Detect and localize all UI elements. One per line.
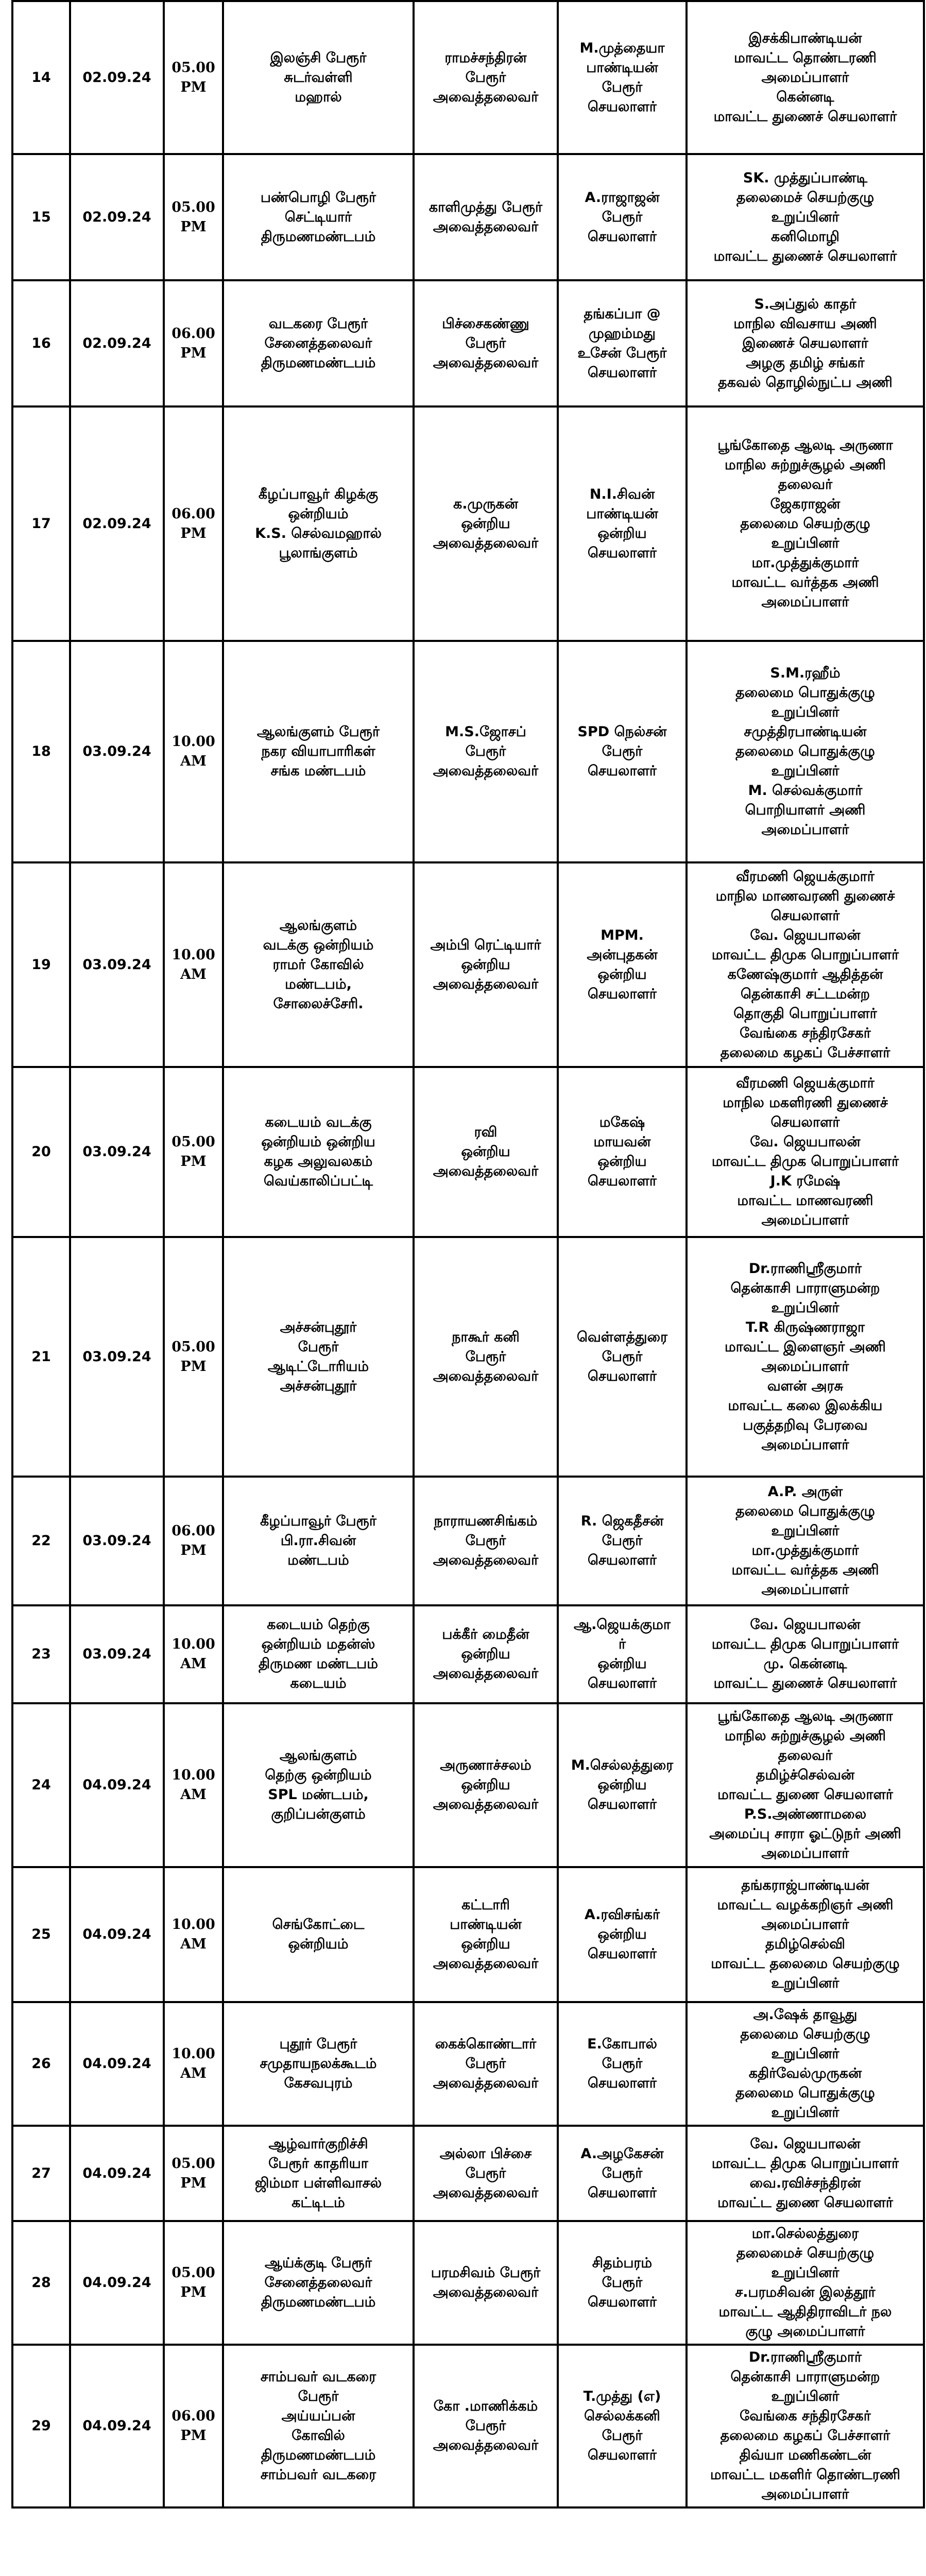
serial-number-cell: 17 <box>12 406 70 641</box>
secretary-cell: T.முத்து (எ) செல்லக்கனி பேரூர் செயலாளர் <box>558 2345 687 2507</box>
date-cell: 03.09.24 <box>70 641 164 862</box>
document-page <box>11 0 923 2576</box>
table-row <box>12 1067 924 1237</box>
table-row <box>12 1605 924 1703</box>
chairperson-cell: கைக்கொண்டார் பேரூர் அவைத்தலைவர் <box>414 2002 558 2126</box>
chairperson-cell: அருணாச்சலம் ஒன்றிய அவைத்தலைவர் <box>414 1703 558 1867</box>
time-cell: 10.00 AM <box>164 1703 223 1867</box>
time-cell: 10.00 AM <box>164 1605 223 1703</box>
participants-cell: மா.செல்லத்துரை தலைமைச் செயற்குழு உறுப்பினர் ச.பரமசிவன் இலத்தூர் மாவட்ட ஆதிதிராவிடர் நல குழு அமைப்பாளர் <box>687 2221 924 2345</box>
participants-cell: S.அப்துல் காதர் மாநில விவசாய அணி இணைச் செயலாளர் அழகு தமிழ் சங்கர் தகவல் தொழில்நுட்ப அணி <box>687 280 924 406</box>
secretary-cell: M.செல்லத்துரை ஒன்றிய செயலாளர் <box>558 1703 687 1867</box>
serial-number-cell: 27 <box>12 2126 70 2221</box>
table-row <box>12 406 924 641</box>
secretary-cell: N.I.சிவன் பாண்டியன் ஒன்றிய செயலாளர் <box>558 406 687 641</box>
table-row <box>12 1237 924 1477</box>
time-cell: 05.00 PM <box>164 1067 223 1237</box>
serial-number-cell: 29 <box>12 2345 70 2507</box>
date-cell: 03.09.24 <box>70 862 164 1067</box>
table-row <box>12 2345 924 2507</box>
date-cell: 03.09.24 <box>70 1477 164 1605</box>
serial-number-cell: 24 <box>12 1703 70 1867</box>
table-body <box>12 1 924 2507</box>
serial-number-cell: 28 <box>12 2221 70 2345</box>
time-cell: 05.00 PM <box>164 2221 223 2345</box>
date-cell: 04.09.24 <box>70 2345 164 2507</box>
chairperson-cell: பிச்சைகண்ணு பேரூர் அவைத்தலைவர் <box>414 280 558 406</box>
date-cell: 02.09.24 <box>70 1 164 154</box>
chairperson-cell: பக்கீர் மைதீன் ஒன்றிய அவைத்தலைவர் <box>414 1605 558 1703</box>
chairperson-cell: நாராயணசிங்கம் பேரூர் அவைத்தலைவர் <box>414 1477 558 1605</box>
chairperson-cell: நாகூர் கனி பேரூர் அவைத்தலைவர் <box>414 1237 558 1477</box>
date-cell: 04.09.24 <box>70 2002 164 2126</box>
secretary-cell: A.ராஜாஜன் பேரூர் செயலாளர் <box>558 154 687 280</box>
time-cell: 06.00 PM <box>164 280 223 406</box>
chairperson-cell: கட்டாரி பாண்டியன் ஒன்றிய அவைத்தலைவர் <box>414 1867 558 2002</box>
venue-cell: பண்பொழி பேரூர் செட்டியார் திருமணமண்டபம் <box>223 154 414 280</box>
venue-cell: கடையம் வடக்கு ஒன்றியம் ஒன்றிய கழக அலுவலகம் வெய்காலிப்பட்டி <box>223 1067 414 1237</box>
date-cell: 04.09.24 <box>70 2126 164 2221</box>
table-row <box>12 1703 924 1867</box>
chairperson-cell: ரவி ஒன்றிய அவைத்தலைவர் <box>414 1067 558 1237</box>
chairperson-cell: அம்பி ரெட்டியார் ஒன்றிய அவைத்தலைவர் <box>414 862 558 1067</box>
participants-cell: வே. ஜெயபாலன் மாவட்ட திமுக பொறுப்பாளர் மு. கென்னடி மாவட்ட துணைச் செயலாளர் <box>687 1605 924 1703</box>
time-cell: 05.00 PM <box>164 1237 223 1477</box>
date-cell: 03.09.24 <box>70 1605 164 1703</box>
secretary-cell: R. ஜெகதீசன் பேரூர் செயலாளர் <box>558 1477 687 1605</box>
table-row <box>12 2126 924 2221</box>
date-cell: 03.09.24 <box>70 1067 164 1237</box>
serial-number-cell: 19 <box>12 862 70 1067</box>
participants-cell: A.P. அருள் தலைமை பொதுக்குழு உறுப்பினர் மா.முத்துக்குமார் மாவட்ட வர்த்தக அணி அமைப்பாளர் <box>687 1477 924 1605</box>
serial-number-cell: 23 <box>12 1605 70 1703</box>
venue-cell: கீழப்பாவூர் கிழக்கு ஒன்றியம் K.S. செல்வமஹால் பூலாங்குளம் <box>223 406 414 641</box>
participants-cell: வே. ஜெயபாலன் மாவட்ட திமுக பொறுப்பாளர் வை.ரவிச்சந்திரன் மாவட்ட துணை செயலாளர் <box>687 2126 924 2221</box>
serial-number-cell: 21 <box>12 1237 70 1477</box>
venue-cell: கடையம் தெற்கு ஒன்றியம் மதன்ஸ் திருமண மண்டபம் கடையம் <box>223 1605 414 1703</box>
serial-number-cell: 22 <box>12 1477 70 1605</box>
secretary-cell: E.கோபால் பேரூர் செயலாளர் <box>558 2002 687 2126</box>
chairperson-cell: காளிமுத்து பேரூர் அவைத்தலைவர் <box>414 154 558 280</box>
secretary-cell: M.முத்தையா பாண்டியன் பேரூர் செயலாளர் <box>558 1 687 154</box>
participants-cell: வீரமணி ஜெயக்குமார் மாநில மகளிரணி துணைச் செயலாளர் வே. ஜெயபாலன் மாவட்ட திமுக பொறுப்பாளர் J.K ரமேஷ் மாவட்ட மாணவரணி அமைப்பாளர் <box>687 1067 924 1237</box>
venue-cell: கீழப்பாவூர் பேரூர் பி.ரா.சிவன் மண்டபம் <box>223 1477 414 1605</box>
participants-cell: வீரமணி ஜெயக்குமார் மாநில மாணவரணி துணைச் செயலாளர் வே. ஜெயபாலன் மாவட்ட திமுக பொறுப்பாளர் கணேஷ்குமார் ஆதித்தன் தென்காசி சட்டமன்ற தொகுதி பொறுப்பாளர் வேங்கை சந்திரசேகர் தலைமை கழகப் பேச்சாளர் <box>687 862 924 1067</box>
table-row <box>12 280 924 406</box>
time-cell: 10.00 AM <box>164 641 223 862</box>
secretary-cell: A.ரவிசங்கர் ஒன்றிய செயலாளர் <box>558 1867 687 2002</box>
time-cell: 05.00 PM <box>164 154 223 280</box>
venue-cell: ஆலங்குளம் வடக்கு ஒன்றியம் ராமர் கோவில் மண்டபம், சோலைச்சேரி. <box>223 862 414 1067</box>
participants-cell: பூங்கோதை ஆலடி அருணா மாநில சுற்றுச்சூழல் அணி தலைவர் ஜேகராஜன் தலைமை செயற்குழு உறுப்பினர் மா.முத்துக்குமார் மாவட்ட வர்த்தக அணி அமைப்பாளர் <box>687 406 924 641</box>
chairperson-cell: அல்லா பிச்சை பேரூர் அவைத்தலைவர் <box>414 2126 558 2221</box>
table-row <box>12 2002 924 2126</box>
serial-number-cell: 18 <box>12 641 70 862</box>
table-row <box>12 1867 924 2002</box>
serial-number-cell: 20 <box>12 1067 70 1237</box>
time-cell: 06.00 PM <box>164 2345 223 2507</box>
venue-cell: அச்சன்புதூர் பேரூர் ஆடிட்டோரியம் அச்சன்புதூர் <box>223 1237 414 1477</box>
serial-number-cell: 15 <box>12 154 70 280</box>
serial-number-cell: 25 <box>12 1867 70 2002</box>
secretary-cell: A.அழகேசன் பேரூர் செயலாளர் <box>558 2126 687 2221</box>
participants-cell: S.M.ரஹீம் தலைமை பொதுக்குழு உறுப்பினர் சமுத்திரபாண்டியன் தலைமை பொதுக்குழு உறுப்பினர் M. செல்வக்குமார் பொறியாளர் அணி அமைப்பாளர் <box>687 641 924 862</box>
venue-cell: செங்கோட்டை ஒன்றியம் <box>223 1867 414 2002</box>
table-row <box>12 1 924 154</box>
secretary-cell: மகேஷ் மாயவன் ஒன்றிய செயலாளர் <box>558 1067 687 1237</box>
chairperson-cell: க.முருகன் ஒன்றிய அவைத்தலைவர் <box>414 406 558 641</box>
table-row <box>12 641 924 862</box>
date-cell: 02.09.24 <box>70 154 164 280</box>
date-cell: 04.09.24 <box>70 1703 164 1867</box>
serial-number-cell: 16 <box>12 280 70 406</box>
serial-number-cell: 14 <box>12 1 70 154</box>
table-row <box>12 2221 924 2345</box>
secretary-cell: வெள்ளத்துரை பேரூர் செயலாளர் <box>558 1237 687 1477</box>
participants-cell: SK. முத்துப்பாண்டி தலைமைச் செயற்குழு உறுப்பினர் கனிமொழி மாவட்ட துணைச் செயலாளர் <box>687 154 924 280</box>
time-cell: 10.00 AM <box>164 2002 223 2126</box>
date-cell: 04.09.24 <box>70 2221 164 2345</box>
venue-cell: சாம்பவர் வடகரை பேரூர் அய்யப்பன் கோவில் திருமணமண்டபம் சாம்பவர் வடகரை <box>223 2345 414 2507</box>
secretary-cell: SPD நெல்சன் பேரூர் செயலாளர் <box>558 641 687 862</box>
participants-cell: Dr.ராணிஸ்ரீகுமார் தென்காசி பாராளுமன்ற உறுப்பினர் வேங்கை சந்திரசேகர் தலைமை கழகப் பேச்சாளர் திவ்யா மணிகண்டன் மாவட்ட மகளிர் தொண்டரணி அமைப்பாளர் <box>687 2345 924 2507</box>
date-cell: 02.09.24 <box>70 406 164 641</box>
secretary-cell: MPM. அன்புதகன் ஒன்றிய செயலாளர் <box>558 862 687 1067</box>
date-cell: 03.09.24 <box>70 1237 164 1477</box>
table-row <box>12 862 924 1067</box>
table-row <box>12 1477 924 1605</box>
venue-cell: ஆலங்குளம் பேரூர் நகர வியாபாரிகள் சங்க மண்டபம் <box>223 641 414 862</box>
secretary-cell: தங்கப்பா @ முஹம்மது உசேன் பேரூர் செயலாளர் <box>558 280 687 406</box>
venue-cell: ஆய்க்குடி பேரூர் சேனைத்தலைவர் திருமணமண்டபம் <box>223 2221 414 2345</box>
serial-number-cell: 26 <box>12 2002 70 2126</box>
secretary-cell: சிதம்பரம் பேரூர் செயலாளர் <box>558 2221 687 2345</box>
venue-cell: புதூர் பேரூர் சமுதாயநலக்கூடம் கேசவபுரம் <box>223 2002 414 2126</box>
chairperson-cell: ராமச்சந்திரன் பேரூர் அவைத்தலைவர் <box>414 1 558 154</box>
meeting-schedule-table <box>11 0 925 2509</box>
venue-cell: ஆழ்வார்குறிச்சி பேரூர் காதரியா ஜிம்மா பள்ளிவாசல் கட்டிடம் <box>223 2126 414 2221</box>
venue-cell: ஆலங்குளம் தெற்கு ஒன்றியம் SPL மண்டபம், குறிப்பன்குளம் <box>223 1703 414 1867</box>
date-cell: 02.09.24 <box>70 280 164 406</box>
participants-cell: அ.ஷேக் தாவூது தலைமை செயற்குழு உறுப்பினர் கதிர்வேல்முருகன் தலைமை பொதுக்குழு உறுப்பினர் <box>687 2002 924 2126</box>
time-cell: 05.00 PM <box>164 1 223 154</box>
participants-cell: Dr.ராணிஸ்ரீகுமார் தென்காசி பாராளுமன்ற உறுப்பினர் T.R கிருஷ்ணராஜா மாவட்ட இளைஞர் அணி அமைப்பாளர் வளன் அரசு மாவட்ட கலை இலக்கிய பகுத்தறிவு பேரவை அமைப்பாளர் <box>687 1237 924 1477</box>
participants-cell: இசக்கிபாண்டியன் மாவட்ட தொண்டரணி அமைப்பாளர் கென்னடி மாவட்ட துணைச் செயலாளர் <box>687 1 924 154</box>
time-cell: 10.00 AM <box>164 1867 223 2002</box>
date-cell: 04.09.24 <box>70 1867 164 2002</box>
chairperson-cell: M.S.ஜோசப் பேரூர் அவைத்தலைவர் <box>414 641 558 862</box>
secretary-cell: ஆ.ஜெயக்குமா ர் ஒன்றிய செயலாளர் <box>558 1605 687 1703</box>
table-row <box>12 154 924 280</box>
venue-cell: இலஞ்சி பேரூர் சுடர்வள்ளி மஹால் <box>223 1 414 154</box>
time-cell: 06.00 PM <box>164 406 223 641</box>
chairperson-cell: பரமசிவம் பேரூர் அவைத்தலைவர் <box>414 2221 558 2345</box>
venue-cell: வடகரை பேரூர் சேனைத்தலைவர் திருமணமண்டபம் <box>223 280 414 406</box>
participants-cell: பூங்கோதை ஆலடி அருணா மாநில சுற்றுச்சூழல் அணி தலைவர் தமிழ்ச்செல்வன் மாவட்ட துணை செயலாளர் P.S.அண்ணாமலை அமைப்பு சாரா ஓட்டுநர் அணி அமைப்பாளர் <box>687 1703 924 1867</box>
time-cell: 06.00 PM <box>164 1477 223 1605</box>
chairperson-cell: கோ .மாணிக்கம் பேரூர் அவைத்தலைவர் <box>414 2345 558 2507</box>
time-cell: 05.00 PM <box>164 2126 223 2221</box>
time-cell: 10.00 AM <box>164 862 223 1067</box>
participants-cell: தங்கராஜ்பாண்டியன் மாவட்ட வழக்கறிஞர் அணி அமைப்பாளர் தமிழ்செல்வி மாவட்ட தலைமை செயற்குழு உறுப்பினர் <box>687 1867 924 2002</box>
